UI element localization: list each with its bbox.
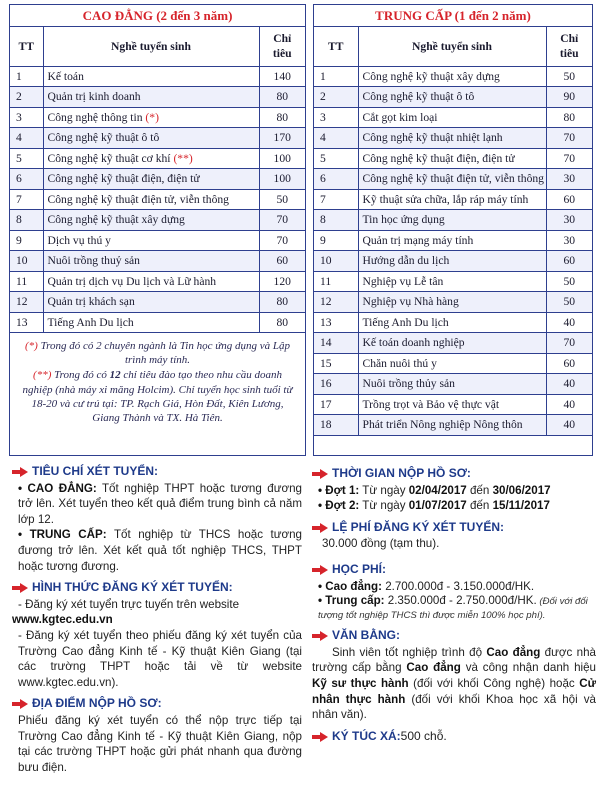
note-1-text: Trong đó có 2 chuyên ngành là Tin học ứng dụng và Lập trình máy tính. xyxy=(37,340,290,367)
cell-chi-tieu: 120 xyxy=(259,271,305,292)
cell-nganh xyxy=(43,128,259,149)
dia-diem-text: Phiếu đăng ký xét tuyển có thể nộp trực tiếp tại Trường Cao đẳng Kinh tế - Kỹ thuật Kiên Giang, nộp tại các trường THPT hoặc gửi phát nhanh qua đường bưu điện. xyxy=(18,713,302,774)
cell-tt: 6 xyxy=(10,169,43,190)
hinh-thuc-heading: HÌNH THỨC ĐĂNG KÝ XÉT TUYỂN: xyxy=(32,580,233,595)
cell-tt: 16 xyxy=(314,374,358,395)
cell-tt: 17 xyxy=(314,394,358,415)
footnote-mark: (**) xyxy=(173,151,193,165)
nganh-name: Quản trị kinh doanh xyxy=(47,90,141,104)
cell-tt: 8 xyxy=(314,210,358,231)
hinh-thuc-line-1: - Đăng ký xét tuyển trực tuyến trên website xyxy=(18,597,240,611)
note-2 xyxy=(22,368,293,425)
vb-b2: Cao đẳng xyxy=(406,661,461,675)
nganh-name: Chăn nuôi thú y xyxy=(362,356,437,370)
section-heading xyxy=(312,466,596,482)
ky-tuc-xa-text: 500 chỗ. xyxy=(400,728,447,743)
nganh-name: Nghiệp vụ Nhà hàng xyxy=(362,295,459,309)
cell-chi-tieu: 80 xyxy=(259,107,305,128)
nganh-name: Công nghệ kỹ thuật ô tô xyxy=(47,131,160,145)
table-row xyxy=(314,128,592,149)
cell-chi-tieu: 30 xyxy=(546,230,592,251)
cell-tt: 1 xyxy=(314,66,358,87)
cell-nganh xyxy=(358,210,546,231)
table-row xyxy=(314,230,592,251)
cell-nganh xyxy=(43,251,259,272)
cell-chi-tieu: 70 xyxy=(546,128,592,149)
cd-label: • CAO ĐẲNG: xyxy=(18,481,97,495)
cell-chi-tieu: 60 xyxy=(546,251,592,272)
table-header-row xyxy=(10,27,305,66)
note-2-count: 12 xyxy=(109,369,121,382)
table-row xyxy=(314,66,592,87)
nganh-name: Kỹ thuật sửa chữa, lắp ráp máy tính xyxy=(362,192,529,206)
cell-nganh xyxy=(358,107,546,128)
section-hinh-thuc xyxy=(12,580,302,690)
nganh-name: Tiếng Anh Du lịch xyxy=(47,315,134,329)
left-info-column xyxy=(12,464,302,781)
nganh-name: Dịch vụ thú y xyxy=(47,233,111,247)
nganh-name: Công nghệ kỹ thuật nhiệt lạnh xyxy=(362,131,503,145)
hp-tc-text: 2.350.000đ - 2.750.000đ/HK. xyxy=(384,594,537,608)
tc-text: Tốt nghiệp từ THCS hoặc tương đương trở lên. Xét kết quả tốt nghiệp THCS, THPT hoặc tương đương. xyxy=(18,528,303,573)
cell-chi-tieu: 50 xyxy=(546,66,592,87)
nganh-name: Công nghệ kỹ thuật điện, điện tử xyxy=(47,172,200,186)
nganh-name: Hướng dẫn du lịch xyxy=(362,254,450,268)
cell-chi-tieu: 80 xyxy=(259,292,305,313)
website-link[interactable]: www.kgtec.edu.vn xyxy=(12,613,113,627)
section-heading xyxy=(312,628,596,644)
arrow-icon xyxy=(312,565,332,575)
cell-chi-tieu: 50 xyxy=(259,189,305,210)
section-heading xyxy=(312,562,596,578)
cell-nganh xyxy=(358,353,546,374)
cao-dang-notes xyxy=(10,333,305,425)
cell-nganh xyxy=(358,128,546,149)
cell-tt: 10 xyxy=(314,251,358,272)
cell-chi-tieu: 100 xyxy=(259,148,305,169)
table-row xyxy=(314,210,592,231)
tieu-chi-trung-cap xyxy=(12,527,302,574)
vb-b1: Cao đẳng xyxy=(486,645,541,659)
table-row xyxy=(314,87,592,108)
cell-nganh xyxy=(358,87,546,108)
cell-tt: 3 xyxy=(10,107,43,128)
cell-nganh xyxy=(358,333,546,354)
vb-p5: (đối với khối Khoa học xã hội và nhân văn). xyxy=(312,692,596,722)
section-ky-tuc-xa xyxy=(312,729,596,745)
cell-tt: 2 xyxy=(314,87,358,108)
section-heading xyxy=(312,729,596,745)
cell-tt: 9 xyxy=(314,230,358,251)
section-heading xyxy=(312,520,596,536)
cao-dang-rows xyxy=(10,66,305,333)
cell-tt: 10 xyxy=(10,251,43,272)
nganh-name: Công nghệ kỹ thuật xây dựng xyxy=(362,69,500,83)
cell-nganh xyxy=(43,107,259,128)
cell-nganh xyxy=(43,271,259,292)
hoc-phi-trung-cap xyxy=(312,594,596,622)
cell-chi-tieu: 170 xyxy=(259,128,305,149)
cell-nganh xyxy=(43,66,259,87)
section-thoi-gian xyxy=(312,466,596,514)
table-row xyxy=(10,292,305,313)
trung-cap-title: TRUNG CẤP (1 đến 2 năm) xyxy=(314,5,592,27)
cell-chi-tieu: 60 xyxy=(259,251,305,272)
nganh-name: Quản trị dịch vụ Du lịch và Lữ hành xyxy=(47,274,217,288)
footnote-mark: (*) xyxy=(145,110,159,124)
cell-nganh xyxy=(43,189,259,210)
header-nganh: Nghề tuyển sinh xyxy=(358,27,546,66)
cell-chi-tieu: 140 xyxy=(259,66,305,87)
dot-2-label: • Đợt 2: xyxy=(318,499,360,513)
section-heading xyxy=(12,696,302,712)
van-bang-text xyxy=(312,645,596,723)
dot-1-pre: Từ ngày xyxy=(359,483,409,497)
dot-2-to: 15/11/2017 xyxy=(492,499,550,513)
nganh-name: Quản trị khách sạn xyxy=(47,295,135,309)
cell-tt: 6 xyxy=(314,169,358,190)
cao-dang-panel xyxy=(9,4,306,456)
table-row xyxy=(314,271,592,292)
cell-chi-tieu: 40 xyxy=(546,312,592,333)
cell-chi-tieu: 80 xyxy=(546,107,592,128)
hoc-phi-heading: HỌC PHÍ: xyxy=(332,561,386,576)
dot-1-from: 02/04/2017 xyxy=(408,483,467,497)
le-phi-text: 30.000 đồng (tạm thu). xyxy=(322,537,440,551)
hp-tc-note: (Đối với đối tượng tốt nghiệp THCS thì được miễn 100% học phí). xyxy=(318,596,588,622)
table-row xyxy=(10,169,305,190)
trung-cap-rows xyxy=(314,66,592,435)
arrow-icon xyxy=(12,583,32,593)
arrow-icon xyxy=(12,467,32,477)
cell-tt: 11 xyxy=(314,271,358,292)
cell-tt: 2 xyxy=(10,87,43,108)
cell-tt: 9 xyxy=(10,230,43,251)
nganh-name: Công nghệ kỹ thuật điện tử, viễn thông xyxy=(47,192,229,206)
table-row xyxy=(10,87,305,108)
note-1-mark: (*) xyxy=(25,340,38,352)
tieu-chi-cao-dang xyxy=(12,481,302,528)
cell-chi-tieu: 60 xyxy=(546,189,592,210)
cell-nganh xyxy=(43,87,259,108)
cell-chi-tieu: 90 xyxy=(546,87,592,108)
nganh-name: Nghiệp vụ Lễ tân xyxy=(362,274,444,288)
cell-tt: 14 xyxy=(314,333,358,354)
section-heading xyxy=(12,464,302,480)
table-row xyxy=(10,312,305,333)
dot-1 xyxy=(312,483,596,499)
table-row xyxy=(314,148,592,169)
cell-nganh xyxy=(358,148,546,169)
vb-b4: Cử nhân thực hành xyxy=(312,676,596,706)
nganh-name: Cắt gọt kim loại xyxy=(362,110,438,124)
hinh-thuc-line-2: - Đăng ký xét tuyển theo phiếu đăng ký xét tuyển của Trường Cao đẳng Kinh tế - Kỹ thuật Kiên Giang (tại các trường THPT hoặc tải về từ website www.kgtec.edu.vn). xyxy=(18,628,302,689)
table-row xyxy=(10,107,305,128)
cell-tt: 12 xyxy=(10,292,43,313)
cell-nganh xyxy=(358,292,546,313)
cell-tt: 1 xyxy=(10,66,43,87)
table-row xyxy=(314,189,592,210)
nganh-name: Tiếng Anh Du lịch xyxy=(362,315,449,329)
table-row xyxy=(314,394,592,415)
nganh-name: Công nghệ thông tin xyxy=(47,110,143,124)
section-heading xyxy=(12,580,302,596)
table-row xyxy=(10,128,305,149)
header-chi-tieu: Chỉ tiêu xyxy=(546,27,592,66)
cell-tt: 4 xyxy=(314,128,358,149)
arrow-icon xyxy=(312,732,332,742)
note-2-mark: (**) xyxy=(33,369,52,382)
table-row xyxy=(10,230,305,251)
cell-nganh xyxy=(43,312,259,333)
table-row xyxy=(314,415,592,436)
nganh-name: Công nghệ kỹ thuật điện, điện tử xyxy=(362,151,515,165)
cell-chi-tieu: 80 xyxy=(259,312,305,333)
note-2-pre: Trong đó có xyxy=(51,369,110,382)
nganh-name: Trồng trọt và Bảo vệ thực vật xyxy=(362,397,500,411)
cao-dang-table xyxy=(10,27,305,333)
cell-chi-tieu: 80 xyxy=(259,87,305,108)
nganh-name: Công nghệ kỹ thuật xây dựng xyxy=(47,213,185,227)
cell-chi-tieu: 40 xyxy=(546,415,592,436)
cell-chi-tieu: 50 xyxy=(546,271,592,292)
cell-nganh xyxy=(358,169,546,190)
tieu-chi-heading: TIÊU CHÍ XÉT TUYỂN: xyxy=(32,464,159,478)
nganh-name: Công nghệ kỹ thuật cơ khí xyxy=(47,151,171,165)
dot-2-pre: Từ ngày xyxy=(359,499,409,513)
nganh-name: Kế toán doanh nghiệp xyxy=(362,336,465,350)
cell-chi-tieu: 30 xyxy=(546,169,592,190)
table-header-row xyxy=(314,27,592,66)
section-le-phi xyxy=(312,520,596,552)
hp-cd-text: 2.700.000đ - 3.150.000đ/HK. xyxy=(381,579,535,593)
dot-1-mid: đến xyxy=(466,483,493,497)
cell-chi-tieu: 60 xyxy=(546,353,592,374)
table-row xyxy=(314,312,592,333)
cell-tt: 5 xyxy=(10,148,43,169)
cell-tt: 4 xyxy=(10,128,43,149)
right-info-column xyxy=(312,466,596,750)
table-row xyxy=(314,374,592,395)
hoc-phi-cao-dang xyxy=(312,579,596,595)
section-tieu-chi xyxy=(12,464,302,574)
cell-nganh xyxy=(43,230,259,251)
section-dia-diem xyxy=(12,696,302,775)
tc-label: • TRUNG CẤP: xyxy=(18,528,107,542)
nganh-name: Kế toán xyxy=(47,69,84,83)
cell-tt: 8 xyxy=(10,210,43,231)
cd-text: Tốt nghiệp THPT hoặc tương đương trở lên. Xét tuyển theo kết quả điểm trung bình cả năm lớp 12. xyxy=(18,481,302,526)
cell-tt: 13 xyxy=(314,312,358,333)
dot-1-to: 30/06/2017 xyxy=(492,483,551,497)
cell-nganh xyxy=(43,148,259,169)
vb-p4: (đối với khối Công nghệ) hoặc xyxy=(408,676,580,690)
vb-p1: Sinh viên tốt nghiệp trình độ xyxy=(332,645,487,659)
nganh-name: Công nghệ kỹ thuật ô tô xyxy=(362,90,475,104)
dot-2-from: 01/07/2017 xyxy=(408,499,467,513)
thoi-gian-heading: THỜI GIAN NỘP HỒ SƠ: xyxy=(332,466,471,480)
dot-1-label: • Đợt 1: xyxy=(318,483,360,497)
cell-chi-tieu: 40 xyxy=(546,394,592,415)
cell-nganh xyxy=(43,292,259,313)
vb-b3: Kỹ sư thực hành xyxy=(312,676,409,690)
table-row xyxy=(314,107,592,128)
nganh-name: Quản trị mạng máy tính xyxy=(362,233,474,247)
cell-chi-tieu: 70 xyxy=(546,148,592,169)
cell-nganh xyxy=(358,374,546,395)
nganh-name: Tin học ứng dụng xyxy=(362,213,445,227)
vb-p2: được nhà trường cấp bằng xyxy=(312,645,596,675)
header-nganh: Nghề tuyển sinh xyxy=(43,27,259,66)
ky-tuc-xa-heading: KÝ TÚC XÁ: xyxy=(332,728,401,743)
cell-chi-tieu: 70 xyxy=(259,210,305,231)
van-bang-heading: VĂN BẰNG: xyxy=(332,628,400,643)
dot-2-mid: đến xyxy=(466,499,493,513)
header-tt: TT xyxy=(314,27,358,66)
cell-tt: 3 xyxy=(314,107,358,128)
note-1 xyxy=(22,339,293,367)
table-row xyxy=(314,292,592,313)
trung-cap-table xyxy=(314,27,592,436)
cell-chi-tieu: 70 xyxy=(259,230,305,251)
dia-diem-heading: ĐỊA ĐIỂM NỘP HỒ SƠ: xyxy=(32,696,162,711)
header-chi-tieu: Chỉ tiêu xyxy=(259,27,305,66)
header-tt: TT xyxy=(10,27,43,66)
table-row xyxy=(10,271,305,292)
table-row xyxy=(10,251,305,272)
arrow-icon xyxy=(312,469,332,479)
hp-cd-label: • Cao đẳng: xyxy=(318,579,382,593)
table-row xyxy=(314,353,592,374)
cao-dang-title: CAO ĐẲNG (2 đến 3 năm) xyxy=(10,5,305,27)
cell-tt: 15 xyxy=(314,353,358,374)
dot-2 xyxy=(312,498,596,514)
cell-chi-tieu: 50 xyxy=(546,292,592,313)
arrow-icon xyxy=(12,699,32,709)
nganh-name: Nuôi trồng thuỷ sản xyxy=(47,254,140,268)
cell-nganh xyxy=(358,66,546,87)
nganh-name: Công nghệ kỹ thuật điện tử, viễn thông xyxy=(362,172,544,186)
note-2-text: chỉ tiêu đào tạo theo nhu cầu doanh nghiệp (nhà máy xi măng Holcim). Chỉ tuyển học sinh tuổi từ 18-20 và cư trú tại: TP. Rạch Giá, Hòn Đất, Kiên Lương, Giang Thành và TX. Hà Tiên. xyxy=(22,369,293,425)
table-row xyxy=(314,333,592,354)
section-van-bang xyxy=(312,628,596,723)
le-phi-heading: LỆ PHÍ ĐĂNG KÝ XÉT TUYỂN: xyxy=(332,519,505,534)
cell-nganh xyxy=(358,415,546,436)
cell-chi-tieu: 40 xyxy=(546,374,592,395)
hp-tc-label: • Trung cấp: xyxy=(318,594,385,608)
cell-nganh xyxy=(358,394,546,415)
cell-nganh xyxy=(43,210,259,231)
table-row xyxy=(10,66,305,87)
table-row xyxy=(314,169,592,190)
cell-chi-tieu: 70 xyxy=(546,333,592,354)
cell-chi-tieu: 30 xyxy=(546,210,592,231)
arrow-icon xyxy=(312,631,332,641)
cell-nganh xyxy=(358,230,546,251)
nganh-name: Phát triển Nông nghiệp Nông thôn xyxy=(362,418,523,432)
cell-tt: 12 xyxy=(314,292,358,313)
section-hoc-phi xyxy=(312,562,596,622)
cell-chi-tieu: 100 xyxy=(259,169,305,190)
cell-nganh xyxy=(358,271,546,292)
cell-nganh xyxy=(358,251,546,272)
cell-tt: 11 xyxy=(10,271,43,292)
cell-tt: 13 xyxy=(10,312,43,333)
cell-tt: 18 xyxy=(314,415,358,436)
cell-nganh xyxy=(358,189,546,210)
trung-cap-panel xyxy=(313,4,593,456)
table-row xyxy=(10,189,305,210)
table-row xyxy=(314,251,592,272)
cell-tt: 7 xyxy=(10,189,43,210)
cell-nganh xyxy=(43,169,259,190)
vb-p3: và công nhận danh hiệu xyxy=(460,661,596,675)
cell-tt: 5 xyxy=(314,148,358,169)
table-row xyxy=(10,210,305,231)
nganh-name: Nuôi trồng thủy sản xyxy=(362,377,455,391)
cell-nganh xyxy=(358,312,546,333)
table-row xyxy=(10,148,305,169)
cell-tt: 7 xyxy=(314,189,358,210)
arrow-icon xyxy=(312,523,332,533)
